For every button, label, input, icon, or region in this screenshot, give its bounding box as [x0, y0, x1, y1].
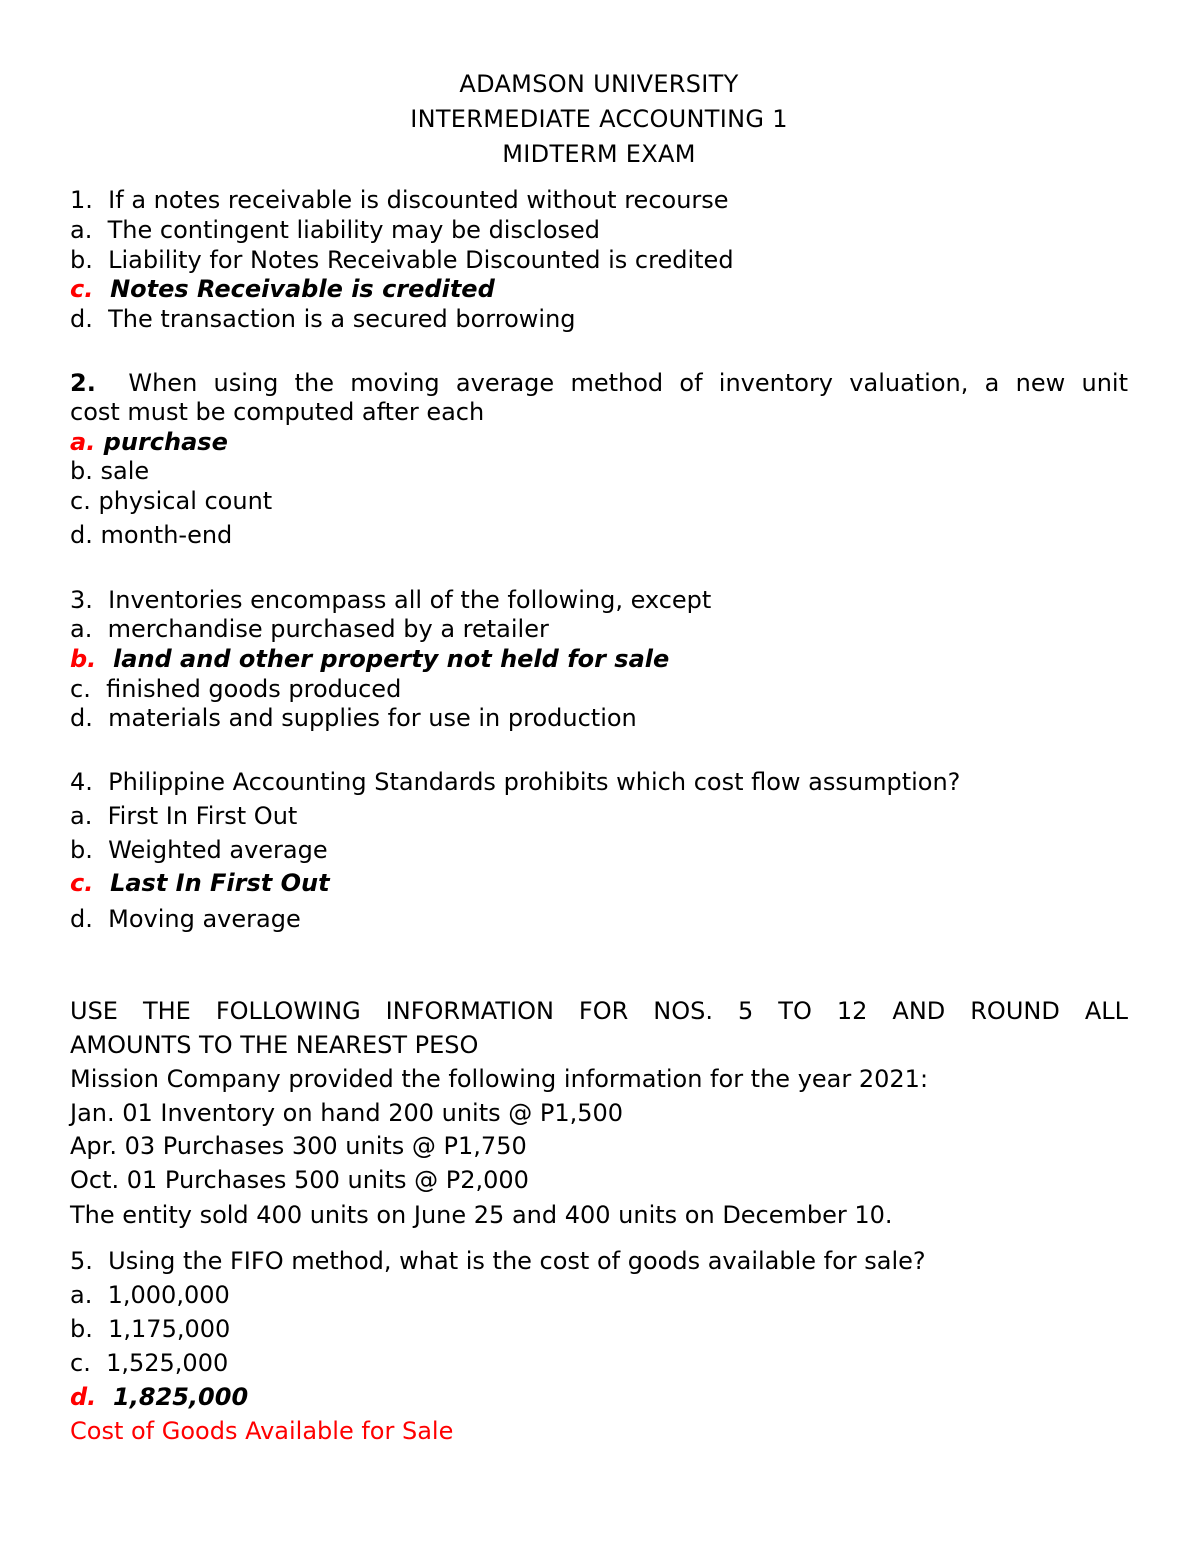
option-text: 1,175,000	[108, 1315, 231, 1343]
info-instruction-line2: AMOUNTS TO THE NEAREST PESO	[70, 1031, 479, 1059]
option-text: Weighted average	[108, 836, 328, 864]
q5-option-c	[70, 1348, 228, 1378]
question-text: Philippine Accounting Standards prohibits which cost flow assumption?	[108, 768, 961, 796]
q5-option-a	[70, 1280, 230, 1310]
q2-option-a-answer	[70, 427, 228, 457]
question-1-stem	[70, 185, 729, 215]
q5-option-b	[70, 1314, 230, 1344]
option-letter: a.	[70, 802, 93, 830]
university-title: ADAMSON UNIVERSITY	[459, 70, 739, 98]
option-text: physical count	[98, 487, 273, 515]
option-letter: c.	[70, 1349, 91, 1377]
question-number: 2.	[70, 369, 96, 397]
exam-title: MIDTERM EXAM	[502, 140, 696, 168]
info-instruction-line1: USE THE FOLLOWING INFORMATION FOR NOS. 5 TO 12 AND ROUND ALL	[70, 997, 1128, 1025]
option-letter: d.	[70, 521, 93, 549]
option-letter: a.	[70, 216, 93, 244]
question-text: When using the moving average method of inventory valuation, a new unit	[128, 369, 1128, 397]
question-text: Using the FIFO method, what is the cost of goods available for sale?	[108, 1247, 926, 1275]
option-letter: b.	[70, 457, 93, 485]
option-text: Liability for Notes Receivable Discounted is credited	[108, 246, 734, 274]
option-letter: b.	[70, 645, 97, 673]
q2-option-c	[70, 486, 272, 516]
course-title: INTERMEDIATE ACCOUNTING 1	[410, 105, 788, 133]
option-text: The transaction is a secured borrowing	[108, 305, 576, 333]
question-2-stem-line1	[70, 368, 1128, 398]
option-letter: c.	[70, 869, 94, 897]
question-number: 1.	[70, 186, 93, 214]
option-text: The contingent liability may be disclosed	[107, 216, 601, 244]
option-text: 1,000,000	[107, 1281, 230, 1309]
option-letter: b.	[70, 836, 93, 864]
option-text: 1,825,000	[113, 1383, 249, 1411]
option-letter: c.	[70, 487, 91, 515]
info-purchase-oct: Oct. 01 Purchases 500 units @ P2,000	[70, 1166, 529, 1194]
q4-option-c-answer	[70, 868, 330, 898]
question-4-stem	[70, 767, 960, 797]
option-text: Notes Receivable is credited	[110, 275, 495, 303]
option-letter: a.	[70, 428, 96, 456]
q1-option-b	[70, 245, 734, 275]
q5-option-d-answer	[70, 1382, 248, 1412]
question-text: Inventories encompass all of the following, except	[108, 586, 712, 614]
option-text: Moving average	[108, 905, 301, 933]
option-letter: c.	[70, 675, 91, 703]
option-letter: d.	[70, 305, 93, 333]
q4-option-a	[70, 801, 297, 831]
info-sales-line: The entity sold 400 units on June 25 and 400 units on December 10.	[70, 1201, 893, 1229]
q5-solution-note: Cost of Goods Available for Sale	[70, 1417, 454, 1445]
option-text: month-end	[100, 521, 233, 549]
question-text: If a notes receivable is discounted without recourse	[108, 186, 729, 214]
option-letter: d.	[70, 704, 93, 732]
q1-option-d	[70, 304, 576, 334]
option-text: finished goods produced	[106, 675, 402, 703]
option-text: materials and supplies for use in production	[108, 704, 637, 732]
q1-option-a	[70, 215, 600, 245]
option-text: merchandise purchased by a retailer	[107, 615, 549, 643]
q4-option-d	[70, 904, 301, 934]
option-letter: b.	[70, 246, 93, 274]
option-letter: a.	[70, 615, 93, 643]
option-letter: d.	[70, 1383, 97, 1411]
q3-option-b-answer	[70, 644, 669, 674]
question-5-stem	[70, 1246, 926, 1276]
q3-option-a	[70, 614, 549, 644]
option-text: purchase	[103, 428, 228, 456]
q1-option-c-answer	[70, 274, 495, 304]
question-2-stem-line2: cost must be computed after each	[70, 398, 485, 426]
info-purchase-apr: Apr. 03 Purchases 300 units @ P1,750	[70, 1132, 527, 1160]
q3-option-c	[70, 674, 401, 704]
option-text: land and other property not held for sale	[113, 645, 670, 673]
option-text: 1,525,000	[106, 1349, 229, 1377]
option-letter: d.	[70, 905, 93, 933]
q2-option-d	[70, 520, 232, 550]
question-number: 3.	[70, 586, 93, 614]
option-letter: b.	[70, 1315, 93, 1343]
question-number: 5.	[70, 1247, 93, 1275]
option-text: Last In First Out	[110, 869, 330, 897]
info-inventory-jan: Jan. 01 Inventory on hand 200 units @ P1,500	[70, 1099, 624, 1127]
option-letter: c.	[70, 275, 94, 303]
q3-option-d	[70, 703, 637, 733]
info-company-line: Mission Company provided the following information for the year 2021:	[70, 1065, 929, 1093]
option-letter: a.	[70, 1281, 93, 1309]
q4-option-b	[70, 835, 328, 865]
question-3-stem	[70, 585, 711, 615]
question-number: 4.	[70, 768, 93, 796]
option-text: First In First Out	[107, 802, 298, 830]
option-text: sale	[100, 457, 150, 485]
q2-option-b	[70, 456, 149, 486]
